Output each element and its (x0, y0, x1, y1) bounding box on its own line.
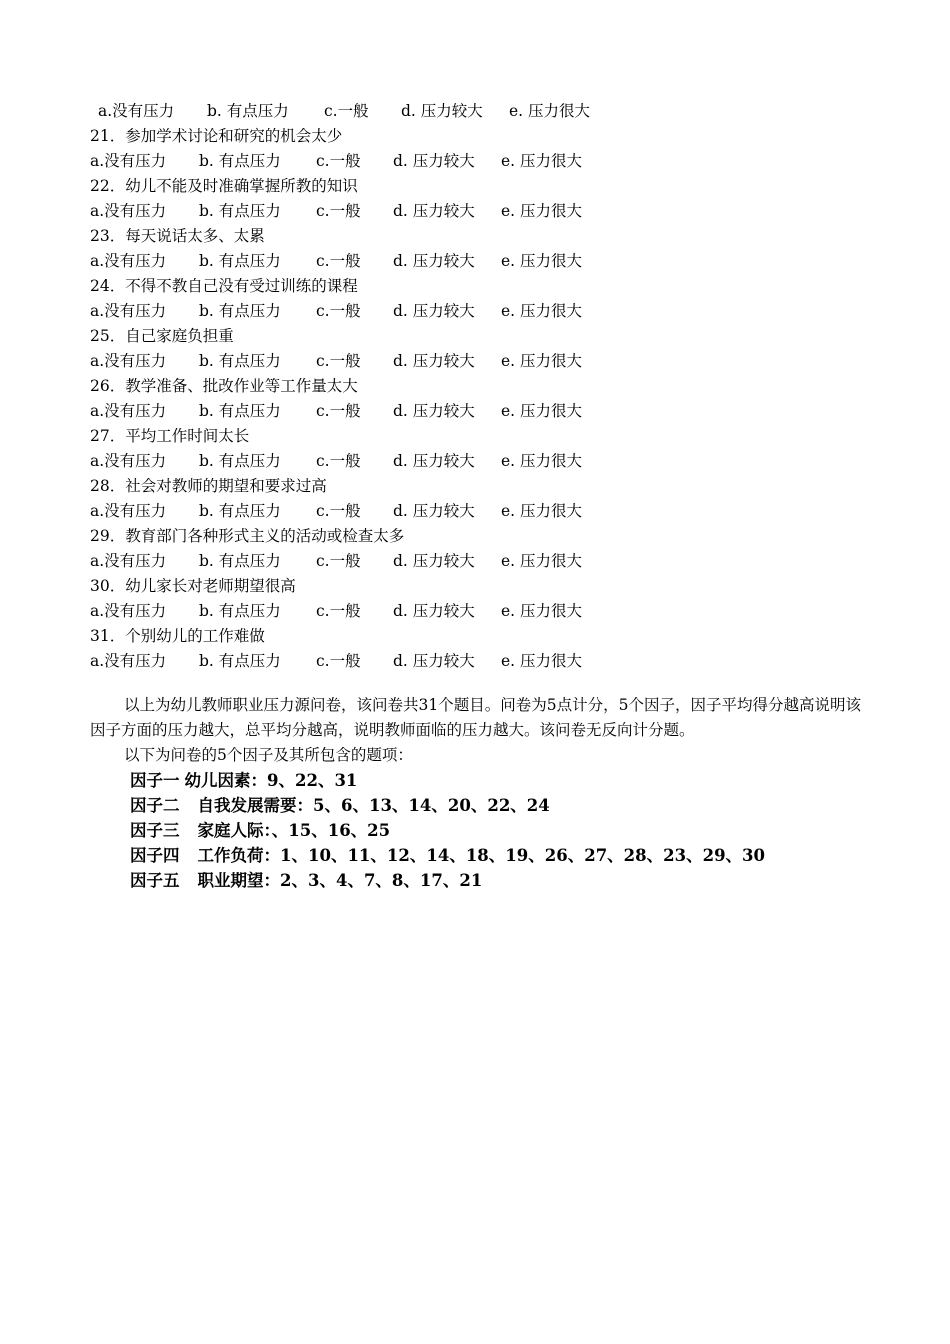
option-d: d. 压力较大 (393, 302, 475, 320)
options-row (90, 399, 880, 424)
summary-paragraph: 以上为幼儿教师职业压力源问卷，该问卷共31个题目。问卷为5点计分，5个因子，因子平均得分越高说明该因子方面的压力越大，总平均分越高，说明教师面临的压力越大。该问卷无反向计分题。 (90, 696, 861, 739)
question-text: 31．个别幼儿的工作难做 (90, 627, 265, 645)
option-e: e. 压力很大 (501, 302, 583, 320)
option-e: e. 压力很大 (501, 552, 583, 570)
option-d: d. 压力较大 (393, 352, 475, 370)
factor-name: 因子五 (130, 871, 180, 890)
option-a: a.没有压力 (90, 602, 167, 620)
option-d: d. 压力较大 (401, 102, 483, 120)
option-b: b. 有点压力 (207, 102, 289, 120)
option-a: a.没有压力 (90, 202, 167, 220)
option-c: c.一般 (324, 102, 369, 120)
option-a: a.没有压力 (90, 402, 167, 420)
option-e: e. 压力很大 (501, 452, 583, 470)
options-row (90, 199, 880, 224)
options-row (90, 599, 880, 624)
options-row (90, 549, 880, 574)
question-text: 22．幼儿不能及时准确掌握所教的知识 (90, 177, 358, 195)
factor-name: 因子二 (130, 796, 180, 815)
option-c: c.一般 (316, 652, 361, 670)
factor-line (90, 868, 880, 893)
option-b: b. 有点压力 (199, 352, 281, 370)
factor-name: 因子三 (130, 821, 180, 840)
option-c: c.一般 (316, 352, 361, 370)
factor-list (90, 768, 880, 893)
option-c: c.一般 (316, 152, 361, 170)
option-e: e. 压力很大 (501, 352, 583, 370)
option-b: b. 有点压力 (199, 502, 281, 520)
factor-line (90, 793, 880, 818)
question-text: 28．社会对教师的期望和要求过高 (90, 477, 327, 495)
question-text: 23．每天说话太多、太累 (90, 227, 265, 245)
factor-line (90, 843, 880, 868)
option-b: b. 有点压力 (199, 252, 281, 270)
option-c: c.一般 (316, 452, 361, 470)
factor-line (90, 768, 880, 793)
options-row (90, 149, 880, 174)
option-e: e. 压力很大 (501, 502, 583, 520)
option-a: a.没有压力 (90, 302, 167, 320)
option-a: a.没有压力 (90, 652, 167, 670)
option-c: c.一般 (316, 252, 361, 270)
option-b: b. 有点压力 (199, 402, 281, 420)
options-row (90, 249, 880, 274)
option-d: d. 压力较大 (393, 552, 475, 570)
spacer (90, 674, 880, 693)
document-page (90, 99, 880, 893)
option-b: b. 有点压力 (199, 152, 281, 170)
option-d: d. 压力较大 (393, 202, 475, 220)
option-a: a.没有压力 (90, 552, 167, 570)
question-text: 25．自己家庭负担重 (90, 327, 234, 345)
options-row (90, 499, 880, 524)
options-row (90, 299, 880, 324)
option-b: b. 有点压力 (199, 602, 281, 620)
option-b: b. 有点压力 (199, 452, 281, 470)
option-c: c.一般 (316, 202, 361, 220)
option-e: e. 压力很大 (509, 102, 591, 120)
option-c: c.一般 (316, 552, 361, 570)
options-row-q20 (90, 99, 880, 124)
option-d: d. 压力较大 (393, 452, 475, 470)
question-text: 21．参加学术讨论和研究的机会太少 (90, 127, 343, 145)
option-e: e. 压力很大 (501, 252, 583, 270)
option-e: e. 压力很大 (501, 202, 583, 220)
option-b: b. 有点压力 (199, 552, 281, 570)
question-text: 24．不得不教自己没有受过训练的课程 (90, 277, 358, 295)
option-b: b. 有点压力 (199, 652, 281, 670)
option-a: a.没有压力 (90, 452, 167, 470)
factor-items: 自我发展需要：5、6、13、14、20、22、24 (197, 796, 550, 815)
options-row (90, 649, 880, 674)
option-d: d. 压力较大 (393, 402, 475, 420)
option-a: a.没有压力 (90, 152, 167, 170)
option-a: a.没有压力 (90, 252, 167, 270)
question-text: 27．平均工作时间太长 (90, 427, 250, 445)
question-text: 30．幼儿家长对老师期望很高 (90, 577, 296, 595)
question-text: 26．教学准备、批改作业等工作量太大 (90, 377, 358, 395)
factor-items: 幼儿因素：9、22、31 (184, 771, 358, 790)
option-c: c.一般 (316, 402, 361, 420)
option-e: e. 压力很大 (501, 652, 583, 670)
factor-items: 职业期望：2、3、4、7、8、17、21 (197, 871, 483, 890)
factor-name: 因子一 (130, 771, 180, 790)
option-c: c.一般 (316, 602, 361, 620)
option-e: e. 压力很大 (501, 402, 583, 420)
factor-items: 家庭人际：、15、16、25 (197, 821, 391, 840)
option-d: d. 压力较大 (393, 502, 475, 520)
option-d: d. 压力较大 (393, 602, 475, 620)
options-row (90, 349, 880, 374)
question-list (90, 124, 880, 674)
option-a: a.没有压力 (90, 502, 167, 520)
option-d: d. 压力较大 (393, 652, 475, 670)
option-b: b. 有点压力 (199, 202, 281, 220)
option-a: a.没有压力 (90, 352, 167, 370)
option-c: c.一般 (316, 502, 361, 520)
option-e: e. 压力很大 (501, 602, 583, 620)
factor-items: 工作负荷：1、10、11、12、14、18、19、26、27、28、23、29、30 (197, 846, 766, 865)
option-d: d. 压力较大 (393, 252, 475, 270)
option-c: c.一般 (316, 302, 361, 320)
options-row (90, 449, 880, 474)
factor-intro: 以下为问卷的5个因子及其所包含的题项： (124, 746, 413, 764)
factor-name: 因子四 (130, 846, 180, 865)
option-a: a.没有压力 (98, 102, 175, 120)
option-b: b. 有点压力 (199, 302, 281, 320)
factor-line (90, 818, 880, 843)
option-e: e. 压力很大 (501, 152, 583, 170)
question-text: 29．教育部门各种形式主义的活动或检查太多 (90, 527, 405, 545)
option-d: d. 压力较大 (393, 152, 475, 170)
